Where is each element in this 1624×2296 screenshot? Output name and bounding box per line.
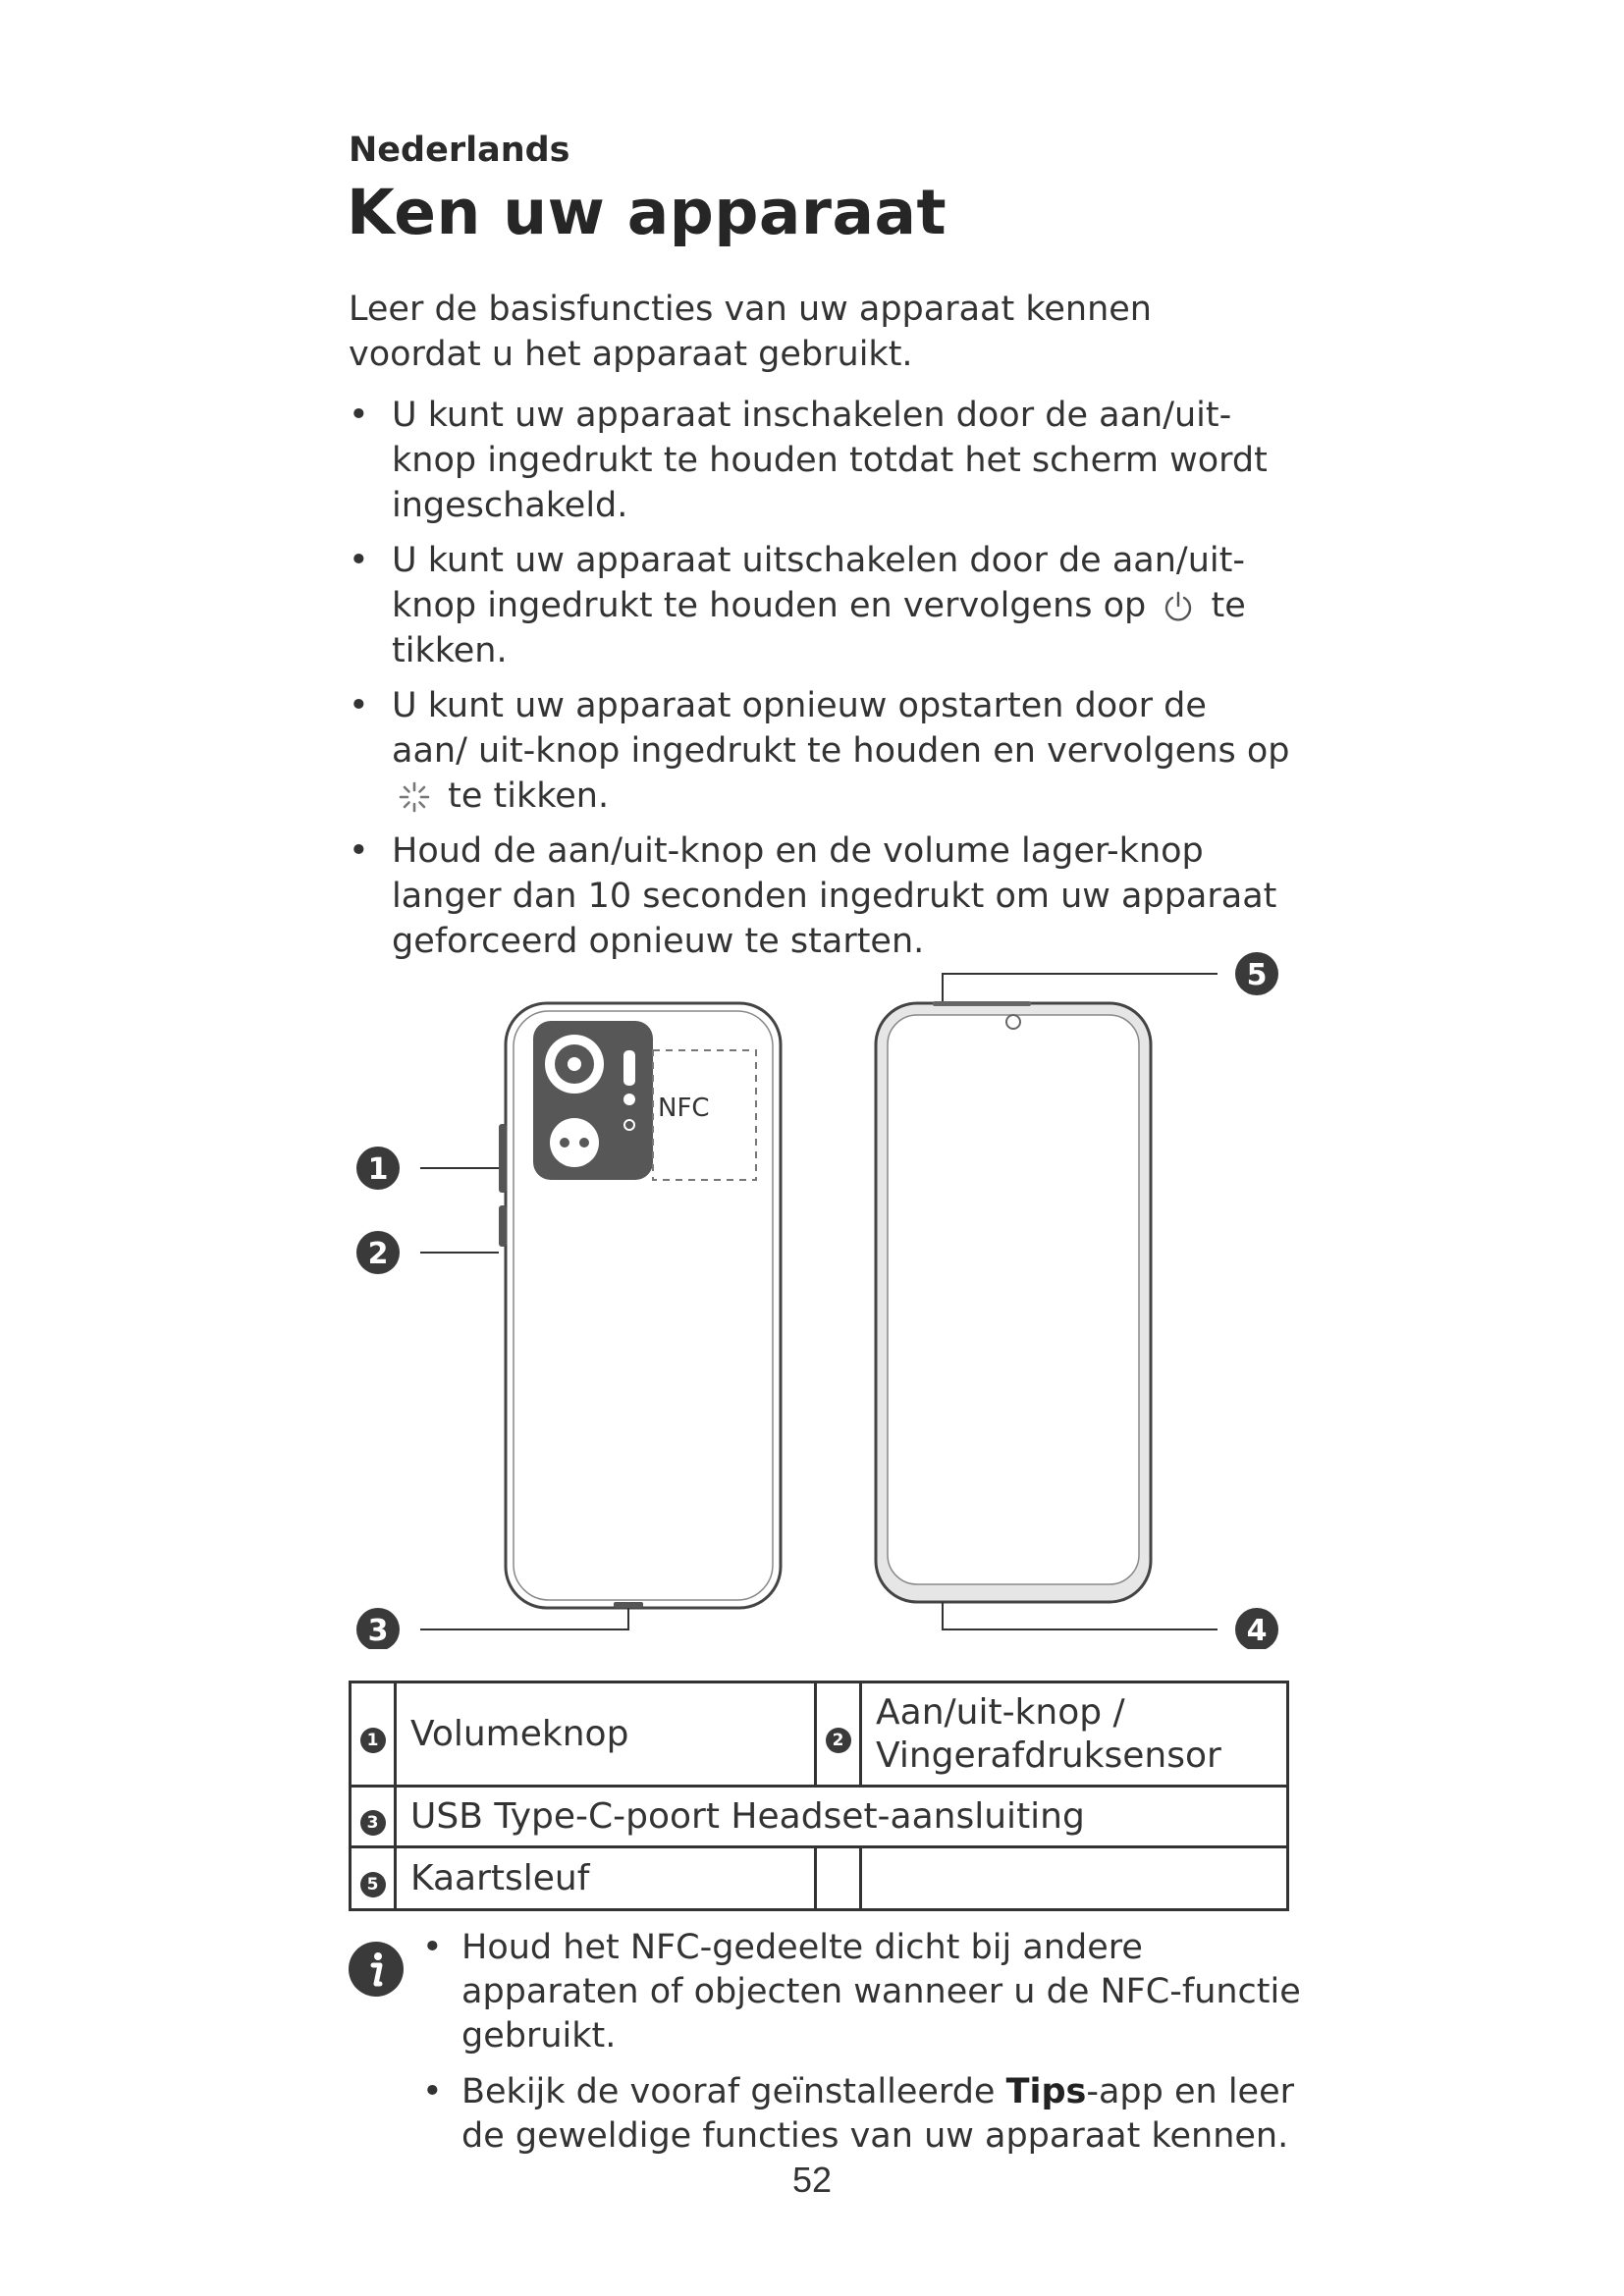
nfc-label: NFC (658, 1094, 710, 1123)
page-number: 52 (791, 2160, 833, 2200)
list-item: • Houd de aan/uit-knop en de volume lager-knop langer dan 10 seconden ingedrukt om uw apparaat geforceerd opnieuw te starten. (349, 831, 1277, 961)
language-label: Nederlands (349, 131, 570, 170)
note-text: Bekijk de vooraf geïnstalleerde (461, 2072, 1006, 2111)
card-slot (933, 1001, 1031, 1006)
callout-4-label: 4 (1246, 1614, 1268, 1648)
list-item: • Bekijk de vooraf geïnstalleerde Tips-app en leer de geweldige functies van uw apparaat kennen. (422, 2072, 1295, 2156)
usb-port (614, 1602, 643, 1608)
table-cell: Kaartsleuf (396, 1847, 816, 1910)
bullet-text: U kunt uw apparaat inschakelen door de aan/uit-knop ingedrukt te houden totdat het scherm wordt ingeschakeld. (392, 396, 1268, 525)
bullet-text-end: te tikken. (392, 586, 1246, 670)
row-number: 1 (360, 1728, 386, 1753)
device-diagram (334, 942, 1296, 1649)
page-title: Ken uw apparaat (347, 177, 947, 248)
list-item: • U kunt uw apparaat uitschakelen door de aan/uit-knop ingedrukt te houden en vervolgens op te tikken. (349, 541, 1246, 670)
list-item: • Houd het NFC-gedeelte dicht bij andere apparaten of objecten wanneer u de NFC-functie gebruikt. (422, 1928, 1301, 2056)
callout-1-label: 1 (367, 1152, 389, 1187)
callout-5-label: 5 (1246, 958, 1268, 992)
note-text-end: -app en leer de geweldige functies van uw apparaat kennen. (461, 2072, 1295, 2156)
row-number: 3 (360, 1810, 386, 1836)
instruction-list (349, 393, 1291, 974)
power-icon (1163, 590, 1194, 623)
volume-button (499, 1124, 507, 1193)
list-item: • U kunt uw apparaat opnieuw opstarten door de aan/ uit-knop ingedrukt te houden en vervolgens op te tikken. (349, 686, 1290, 816)
bullet-text: U kunt uw apparaat opnieuw opstarten door de aan/ uit-knop ingedrukt te houden en vervolgens op (392, 686, 1290, 771)
table-cell: USB Type-C-poort Headset-aansluiting (396, 1787, 1288, 1847)
table-row (351, 1787, 1288, 1847)
bullet-text: U kunt uw apparaat uitschakelen door de aan/uit-knop ingedrukt te houden en vervolgens op (392, 541, 1245, 625)
list-item: • U kunt uw apparaat inschakelen door de aan/uit-knop ingedrukt te houden totdat het scherm wordt ingeschakeld. (349, 396, 1268, 525)
table-row (351, 1682, 1288, 1787)
info-icon (348, 1941, 405, 1998)
table-cell: Aan/uit-knop / Vingerafdruksensor (861, 1682, 1288, 1787)
bullet-text-end: te tikken. (448, 776, 610, 816)
camera-lens-secondary-icon (550, 1118, 599, 1167)
table-cell (861, 1847, 1288, 1910)
row-number: 5 (360, 1872, 386, 1897)
power-button (499, 1205, 507, 1247)
bullet-text: Houd de aan/uit-knop en de volume lager-knop langer dan 10 seconden ingedrukt om uw apparaat geforceerd opnieuw te starten. (392, 831, 1277, 961)
parts-table (349, 1681, 1289, 1911)
note-text: Houd het NFC-gedeelte dicht bij andere apparaten of objecten wanneer u de NFC-functie gebruikt. (461, 1928, 1301, 2056)
intro-paragraph: Leer de basisfuncties van uw apparaat kennen voordat u het apparaat gebruikt. (349, 290, 1152, 374)
callout-3-label: 3 (367, 1614, 389, 1648)
phone-screen (888, 1015, 1139, 1584)
restart-icon (398, 780, 431, 814)
notes-list (422, 1926, 1306, 2170)
row-number: 2 (826, 1728, 851, 1753)
callout-2-label: 2 (367, 1237, 389, 1271)
flash-icon (623, 1050, 635, 1086)
table-cell: Volumeknop (396, 1682, 816, 1787)
tips-app-name: Tips (1005, 2072, 1087, 2111)
table-row (351, 1847, 1288, 1910)
front-camera-icon (1006, 1015, 1020, 1029)
